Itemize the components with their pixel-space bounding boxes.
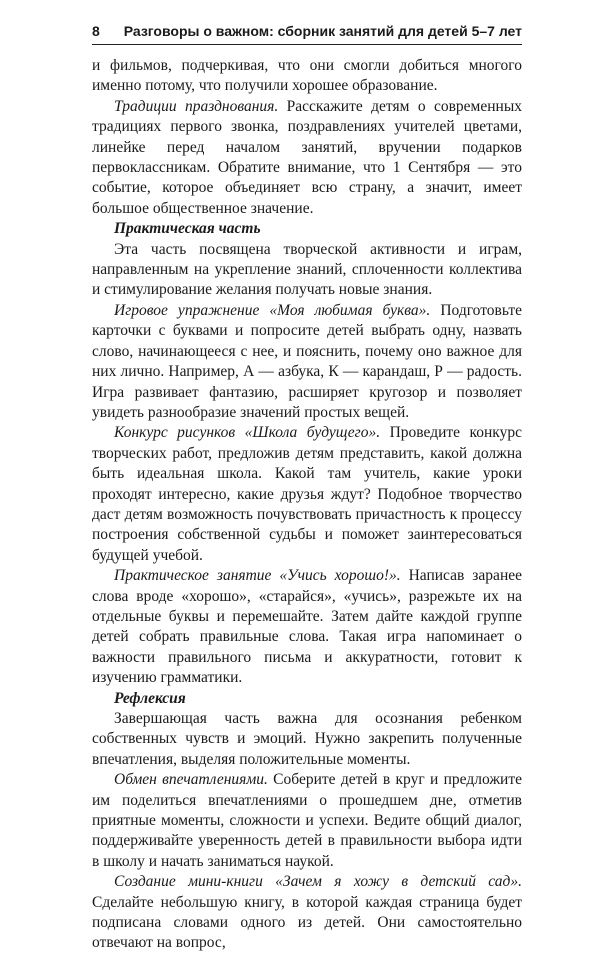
paragraph-lead: Конкурс рисунков «Школа будущего».	[114, 424, 381, 442]
section-heading-reflection: Рефлексия	[114, 689, 186, 707]
paragraph-letter-game	[92, 301, 522, 423]
paragraph-continued: и фильмов, подчеркивая, что они смогли добиться многого именно потому, что получили хорошее образование.	[92, 57, 522, 95]
paragraph-sharing	[92, 770, 522, 872]
paragraph-text: Проведите конкурс творческих работ, предложив детям представить, какой должна быть идеальная школа. Какой там учитель, какие уроки проходят интересно, какие друзья ждут? Подобное творчество даст детям возможность почувствовать причастность к процессу построения собственной судьбы и поможет заинтересоваться будущей учебой.	[92, 424, 522, 564]
paragraph-text: Соберите детей в круг и предложите им поделиться впечатлениями о прошедшем дне, отметив приятные моменты, сложности и успехи. Ведите общий диалог, поддерживайте уверенность детей в правильности выбора идти в школу и начать заниматься наукой.	[92, 771, 522, 870]
paragraph-practical-intro: Эта часть посвящена творческой активности и играм, направленным на укрепление знаний, сплоченности коллектива и стимулирование желания получать новые знания.	[92, 240, 522, 299]
paragraph-drawing-contest	[92, 423, 522, 566]
section-heading-practical: Практическая часть	[114, 220, 261, 238]
paragraph-lead: Игровое упражнение «Моя любимая буква».	[114, 301, 431, 319]
page-number: 8	[92, 23, 100, 39]
paragraph-lead: Традиции празднования.	[114, 97, 279, 115]
running-title: Разговоры о важном: сборник занятий для детей 5–7 лет	[123, 23, 522, 39]
running-header	[92, 22, 522, 45]
paragraph-practical-lesson	[92, 566, 522, 688]
paragraph-traditions	[92, 97, 522, 219]
paragraph-text: Расскажите детям о современных традициях первого звонка, поздравлениях учителей цветами, линейке перед началом занятий, вручении подарков первоклассникам. Обратите внимание, что 1 Сентября — это событие, которое объединяет всю страну, а значит, имеет большое общественное значение.	[92, 97, 522, 217]
paragraph-reflection-intro: Завершающая часть важна для осознания ребенком собственных чувств и эмоций. Нужно закрепить полученные впечатления, выделяя положительные моменты.	[92, 710, 522, 768]
paragraph-text: Подготовьте карточки с буквами и попросите детей выбрать одну, назвать слово, начинающееся с нее, и пояснить, почему оно важное для них лично. Например, А — азбука, К — карандаш, Р — радость. Игра развивает фантазию, расширяет кругозор и позволяет увидеть разнообразие значений простых вещей.	[92, 301, 522, 421]
paragraph-lead: Обмен впечатлениями.	[114, 771, 268, 789]
paragraph-lead: Практическое занятие «Учись хорошо!».	[114, 567, 401, 585]
page-body	[92, 56, 522, 954]
paragraph-text: Написав заранее слова вроде «хорошо», «старайся», «учись», разрежьте их на отдельные буквы и перемешайте. Затем дайте каждой группе детей собрать правильные слова. Такая игра напоминает о важности правильного письма и аккуратности, готовит к изучению грамматики.	[92, 567, 522, 687]
paragraph-text: Сделайте небольшую книгу, в которой каждая страница будет подписана словами одного из детей. Они самостоятельно отвечают на вопрос,	[92, 893, 522, 952]
paragraph-lead: Создание мини-книги «Зачем я хожу в детский сад».	[114, 873, 522, 891]
paragraph-mini-book	[92, 872, 522, 954]
